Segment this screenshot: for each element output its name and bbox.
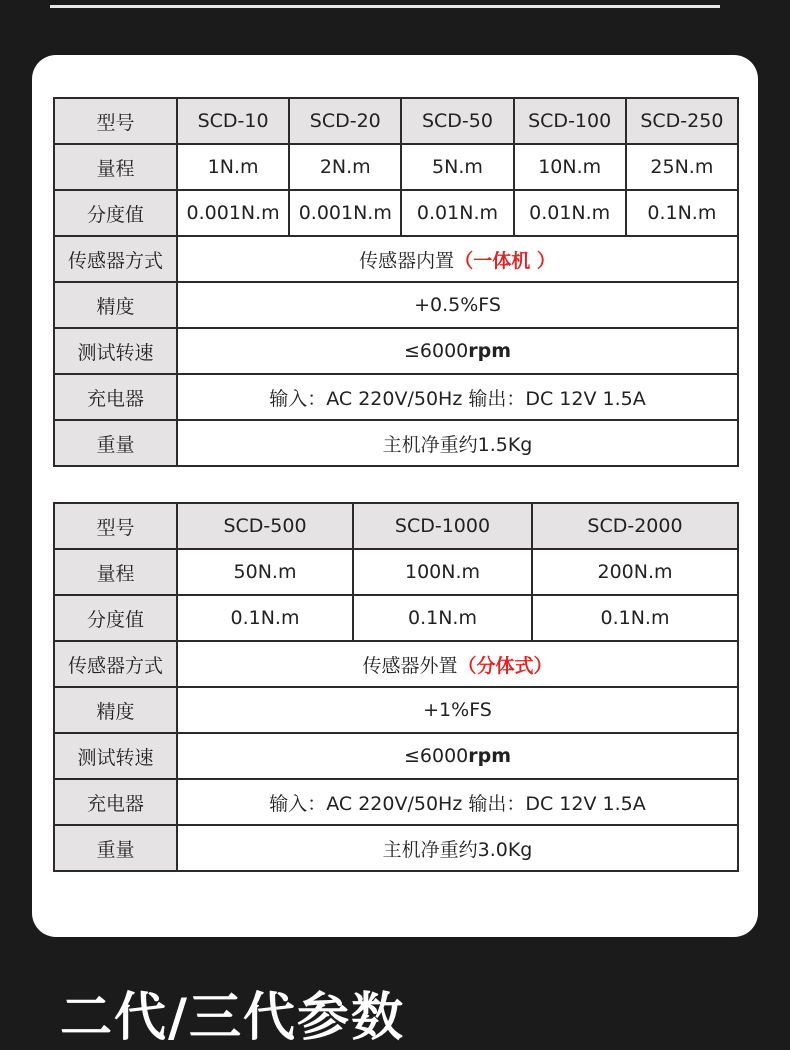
range-cell: 25N.m bbox=[626, 144, 738, 190]
table-row-model bbox=[54, 503, 738, 549]
model-cell: SCD-1000 bbox=[353, 503, 532, 549]
resolution-cell: 0.001N.m bbox=[177, 190, 289, 236]
label-weight: 重量 bbox=[54, 825, 177, 871]
label-speed: 测试转速 bbox=[54, 328, 177, 374]
speed-unit: rpm bbox=[468, 340, 512, 362]
range-cell: 100N.m bbox=[353, 549, 532, 595]
label-model: 型号 bbox=[54, 503, 177, 549]
range-cell: 10N.m bbox=[514, 144, 626, 190]
sensor-value: 传感器内置 bbox=[359, 249, 455, 272]
range-cell: 1N.m bbox=[177, 144, 289, 190]
label-weight: 重量 bbox=[54, 420, 177, 466]
model-cell: SCD-50 bbox=[401, 98, 513, 144]
sensor-type: （分体式） bbox=[457, 654, 553, 677]
sensor-cell bbox=[177, 236, 738, 282]
table-row-range bbox=[54, 144, 738, 190]
label-charger: 充电器 bbox=[54, 374, 177, 420]
sensor-value: 传感器外置 bbox=[362, 654, 458, 677]
table-row-sensor bbox=[54, 641, 738, 687]
table-row-model bbox=[54, 98, 738, 144]
label-sensor: 传感器方式 bbox=[54, 236, 177, 282]
sensor-type: （一体机 ） bbox=[454, 249, 556, 272]
accuracy-value: +1%FS bbox=[177, 687, 738, 733]
speed-unit: rpm bbox=[468, 745, 512, 767]
label-range: 量程 bbox=[54, 144, 177, 190]
table-row-range bbox=[54, 549, 738, 595]
resolution-cell: 0.01N.m bbox=[514, 190, 626, 236]
label-accuracy: 精度 bbox=[54, 282, 177, 328]
label-model: 型号 bbox=[54, 98, 177, 144]
spec-table-gen2 bbox=[53, 502, 739, 872]
table-row-accuracy bbox=[54, 282, 738, 328]
weight-value: 主机净重约1.5Kg bbox=[177, 420, 738, 466]
label-speed: 测试转速 bbox=[54, 733, 177, 779]
resolution-cell: 0.1N.m bbox=[626, 190, 738, 236]
model-cell: SCD-10 bbox=[177, 98, 289, 144]
speed-cell bbox=[177, 733, 738, 779]
model-cell: SCD-500 bbox=[177, 503, 353, 549]
model-cell: SCD-100 bbox=[514, 98, 626, 144]
sensor-cell bbox=[177, 641, 738, 687]
table-row-weight bbox=[54, 825, 738, 871]
charger-value: 输入：AC 220V/50Hz 输出：DC 12V 1.5A bbox=[177, 779, 738, 825]
charger-value: 输入：AC 220V/50Hz 输出：DC 12V 1.5A bbox=[177, 374, 738, 420]
table-row-accuracy bbox=[54, 687, 738, 733]
speed-value: ≤6000 bbox=[403, 340, 469, 362]
range-cell: 200N.m bbox=[532, 549, 738, 595]
label-resolution: 分度值 bbox=[54, 190, 177, 236]
resolution-cell: 0.01N.m bbox=[401, 190, 513, 236]
weight-value: 主机净重约3.0Kg bbox=[177, 825, 738, 871]
table-row-charger bbox=[54, 779, 738, 825]
table-row-resolution bbox=[54, 595, 738, 641]
resolution-cell: 0.1N.m bbox=[532, 595, 738, 641]
table-row-weight bbox=[54, 420, 738, 466]
section-title: 二代/三代参数 bbox=[60, 988, 405, 1048]
speed-cell bbox=[177, 328, 738, 374]
label-resolution: 分度值 bbox=[54, 595, 177, 641]
speed-value: ≤6000 bbox=[403, 745, 469, 767]
table-row-sensor bbox=[54, 236, 738, 282]
table-row-resolution bbox=[54, 190, 738, 236]
model-cell: SCD-250 bbox=[626, 98, 738, 144]
range-cell: 2N.m bbox=[289, 144, 401, 190]
range-cell: 50N.m bbox=[177, 549, 353, 595]
accuracy-value: +0.5%FS bbox=[177, 282, 738, 328]
table-row-speed bbox=[54, 328, 738, 374]
table-row-charger bbox=[54, 374, 738, 420]
label-charger: 充电器 bbox=[54, 779, 177, 825]
label-range: 量程 bbox=[54, 549, 177, 595]
model-cell: SCD-20 bbox=[289, 98, 401, 144]
label-sensor: 传感器方式 bbox=[54, 641, 177, 687]
label-accuracy: 精度 bbox=[54, 687, 177, 733]
range-cell: 5N.m bbox=[401, 144, 513, 190]
resolution-cell: 0.1N.m bbox=[177, 595, 353, 641]
resolution-cell: 0.1N.m bbox=[353, 595, 532, 641]
table-row-speed bbox=[54, 733, 738, 779]
resolution-cell: 0.001N.m bbox=[289, 190, 401, 236]
spec-table-gen1 bbox=[53, 97, 739, 467]
model-cell: SCD-2000 bbox=[532, 503, 738, 549]
top-divider bbox=[50, 5, 720, 8]
